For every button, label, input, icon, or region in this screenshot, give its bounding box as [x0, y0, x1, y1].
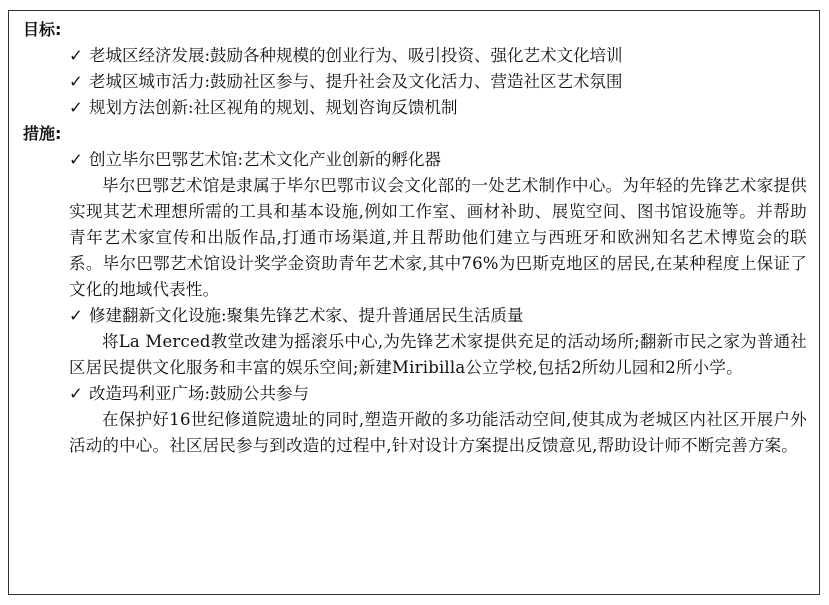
measure-item-2-title	[23, 303, 807, 329]
check-icon: ✓	[69, 46, 83, 65]
measure-item-1-title-text: 创立毕尔巴鄂艺术馆:艺术文化产业创新的孵化器	[89, 150, 442, 169]
measure-item-3-body: 在保护好16世纪修道院遗址的同时,塑造开敞的多功能活动空间,使其成为老城区内社区开展户外活动的中心。社区居民参与到改造的过程中,针对设计方案提出反馈意见,帮助设计师不断完善方案。	[69, 410, 807, 455]
document-frame	[8, 10, 820, 595]
goals-heading: 目标:	[23, 20, 62, 39]
goal-item-3	[23, 95, 807, 121]
check-icon: ✓	[69, 306, 83, 325]
measure-item-3-title	[23, 381, 807, 407]
goal-item-2	[23, 69, 807, 95]
measure-item-3-title-text: 改造玛利亚广场:鼓励公共参与	[89, 384, 310, 403]
measure-item-2-title-text: 修建翻新文化设施:聚集先锋艺术家、提升普通居民生活质量	[89, 306, 524, 325]
measure-item-1-body: 毕尔巴鄂艺术馆是隶属于毕尔巴鄂市议会文化部的一处艺术制作中心。为年轻的先锋艺术家提供实现其艺术理想所需的工具和基本设施,例如工作室、画材补助、展览空间、图书馆设施等。并帮助青年艺术家宣传和出版作品,打通市场渠道,并且帮助他们建立与西班牙和欧洲知名艺术博览会的联系。毕尔巴鄂艺术馆设计奖学金资助青年艺术家,其中76%为巴斯克地区的居民,在某种程度上保证了文化的地域代表性。	[69, 176, 807, 299]
check-icon: ✓	[69, 98, 83, 117]
check-icon: ✓	[69, 72, 83, 91]
measure-item-2-body: 将La Merced教堂改建为摇滚乐中心,为先锋艺术家提供充足的活动场所;翻新市民之家为普通社区居民提供文化服务和丰富的娱乐空间;新建Miribilla公立学校,包括2所幼儿园和2所小学。	[69, 332, 807, 377]
check-icon: ✓	[69, 384, 83, 403]
goal-item-1	[23, 43, 807, 69]
measure-item-1-title	[23, 147, 807, 173]
goal-item-2-text: 老城区城市活力:鼓励社区参与、提升社会及文化活力、营造社区艺术氛围	[89, 72, 623, 91]
goal-item-1-text: 老城区经济发展:鼓励各种规模的创业行为、吸引投资、强化艺术文化培训	[89, 46, 623, 65]
measures-heading: 措施:	[23, 124, 62, 143]
check-icon: ✓	[69, 150, 83, 169]
goal-item-3-text: 规划方法创新:社区视角的规划、规划咨询反馈机制	[89, 98, 458, 117]
